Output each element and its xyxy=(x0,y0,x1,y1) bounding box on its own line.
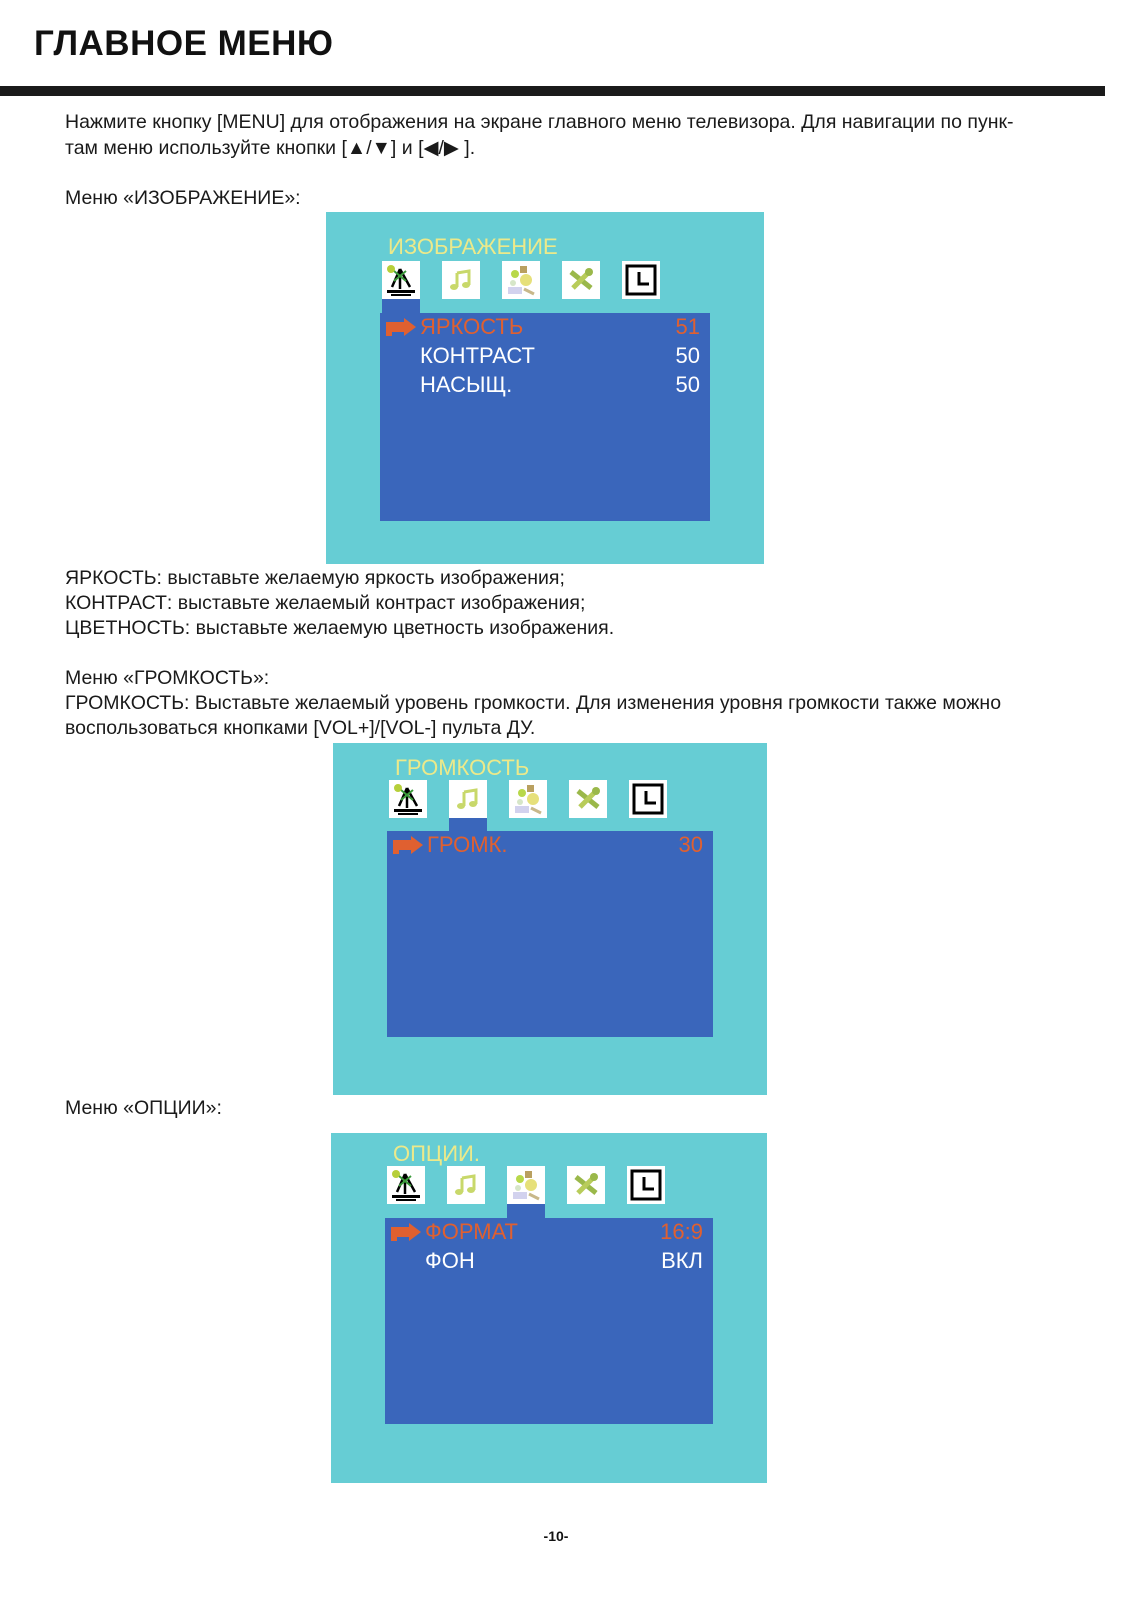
menu-item-label: КОНТРАСТ xyxy=(420,343,535,368)
osd-options-panel xyxy=(385,1218,713,1424)
osd-volume-menu xyxy=(333,743,767,1095)
tab-options[interactable] xyxy=(509,780,547,818)
volume-menu-caption: Меню «ГРОМКОСТЬ»: xyxy=(65,667,270,689)
title-rule xyxy=(0,86,1105,96)
picture-icon xyxy=(389,1168,423,1202)
options-icon xyxy=(504,263,538,297)
osd-options-menu xyxy=(331,1133,767,1483)
osd-picture-tabs xyxy=(382,261,660,299)
osd-volume-panel xyxy=(387,831,713,1037)
options-icon xyxy=(509,1168,543,1202)
clock-icon xyxy=(624,263,658,297)
page-number: -10- xyxy=(543,1528,569,1544)
tab-picture[interactable] xyxy=(389,780,427,818)
menu-item[interactable] xyxy=(425,1219,703,1247)
tab-clock[interactable] xyxy=(622,261,660,299)
picture-icon xyxy=(391,782,425,816)
osd-picture-panel xyxy=(380,313,710,521)
options-icon xyxy=(511,782,545,816)
music-note-icon xyxy=(446,265,476,295)
menu-item-value: 51 xyxy=(675,314,700,339)
clock-icon xyxy=(629,1168,663,1202)
tools-icon xyxy=(565,264,597,296)
menu-item-label: ФОРМАТ xyxy=(425,1219,518,1244)
menu-item[interactable] xyxy=(420,314,700,342)
menu-item[interactable] xyxy=(427,832,703,860)
tab-tools[interactable] xyxy=(562,261,600,299)
music-note-icon xyxy=(451,1170,481,1200)
menu-item-value: ВКЛ xyxy=(661,1248,703,1273)
pointer-hand-icon xyxy=(389,1221,423,1249)
picture-desc-line-2: КОНТРАСТ: выставьте желаемый контраст изображения; xyxy=(65,592,586,614)
menu-item-value: 16:9 xyxy=(660,1219,703,1244)
pointer-hand-icon xyxy=(391,834,425,862)
picture-icon xyxy=(384,263,418,297)
osd-volume-title: ГРОМКОСТЬ xyxy=(395,755,530,780)
menu-item-value: 50 xyxy=(675,343,700,368)
osd-picture-title: ИЗОБРАЖЕНИЕ xyxy=(388,234,558,259)
pointer-hand-icon xyxy=(384,316,418,344)
menu-item-value: 30 xyxy=(678,832,703,857)
tab-picture[interactable] xyxy=(382,261,420,299)
intro-line-2: там меню используйте кнопки [▲/▼] и [◀/▶ ]. xyxy=(65,137,476,159)
tab-clock[interactable] xyxy=(629,780,667,818)
menu-item-label: ФОН xyxy=(425,1248,475,1273)
osd-volume-tabs xyxy=(389,780,667,818)
clock-icon xyxy=(631,782,665,816)
osd-picture-menu xyxy=(326,212,764,564)
tools-icon xyxy=(572,783,604,815)
menu-item-label: ЯРКОСТЬ xyxy=(420,314,524,339)
music-note-icon xyxy=(453,784,483,814)
picture-menu-caption: Меню «ИЗОБРАЖЕНИЕ»: xyxy=(65,187,301,209)
tab-sound[interactable] xyxy=(449,780,487,818)
osd-options-title: ОПЦИИ. xyxy=(393,1141,480,1166)
tab-tools[interactable] xyxy=(569,780,607,818)
menu-item[interactable] xyxy=(425,1248,703,1276)
intro-line-1: Нажмите кнопку [MENU] для отображения на экране главного меню телевизора. Для навигации по пунк- xyxy=(65,111,1014,133)
osd-options-tabs xyxy=(387,1166,665,1204)
menu-item[interactable] xyxy=(420,343,700,371)
menu-item-value: 50 xyxy=(675,372,700,397)
tab-clock[interactable] xyxy=(627,1166,665,1204)
menu-item-label: НАСЫЩ. xyxy=(420,372,513,397)
tab-options[interactable] xyxy=(502,261,540,299)
tab-sound[interactable] xyxy=(447,1166,485,1204)
tools-icon xyxy=(570,1169,602,1201)
options-menu-caption: Меню «ОПЦИИ»: xyxy=(65,1097,222,1119)
tab-options[interactable] xyxy=(507,1166,545,1204)
menu-item[interactable] xyxy=(420,372,700,400)
picture-desc-line-3: ЦВЕТНОСТЬ: выставьте желаемую цветность изображения. xyxy=(65,617,615,639)
volume-desc-line-1: ГРОМКОСТЬ: Выставьте желаемый уровень громкости. Для изменения уровня громкости также можно xyxy=(65,692,1002,714)
page-title: ГЛАВНОЕ МЕНЮ xyxy=(34,24,334,63)
tab-sound[interactable] xyxy=(442,261,480,299)
tab-picture[interactable] xyxy=(387,1166,425,1204)
volume-desc-line-2: воспользоваться кнопками [VOL+]/[VOL-] пульта ДУ. xyxy=(65,717,536,739)
picture-desc-line-1: ЯРКОСТЬ: выставьте желаемую яркость изображения; xyxy=(65,567,565,589)
menu-item-label: ГРОМК. xyxy=(427,832,508,857)
tab-tools[interactable] xyxy=(567,1166,605,1204)
